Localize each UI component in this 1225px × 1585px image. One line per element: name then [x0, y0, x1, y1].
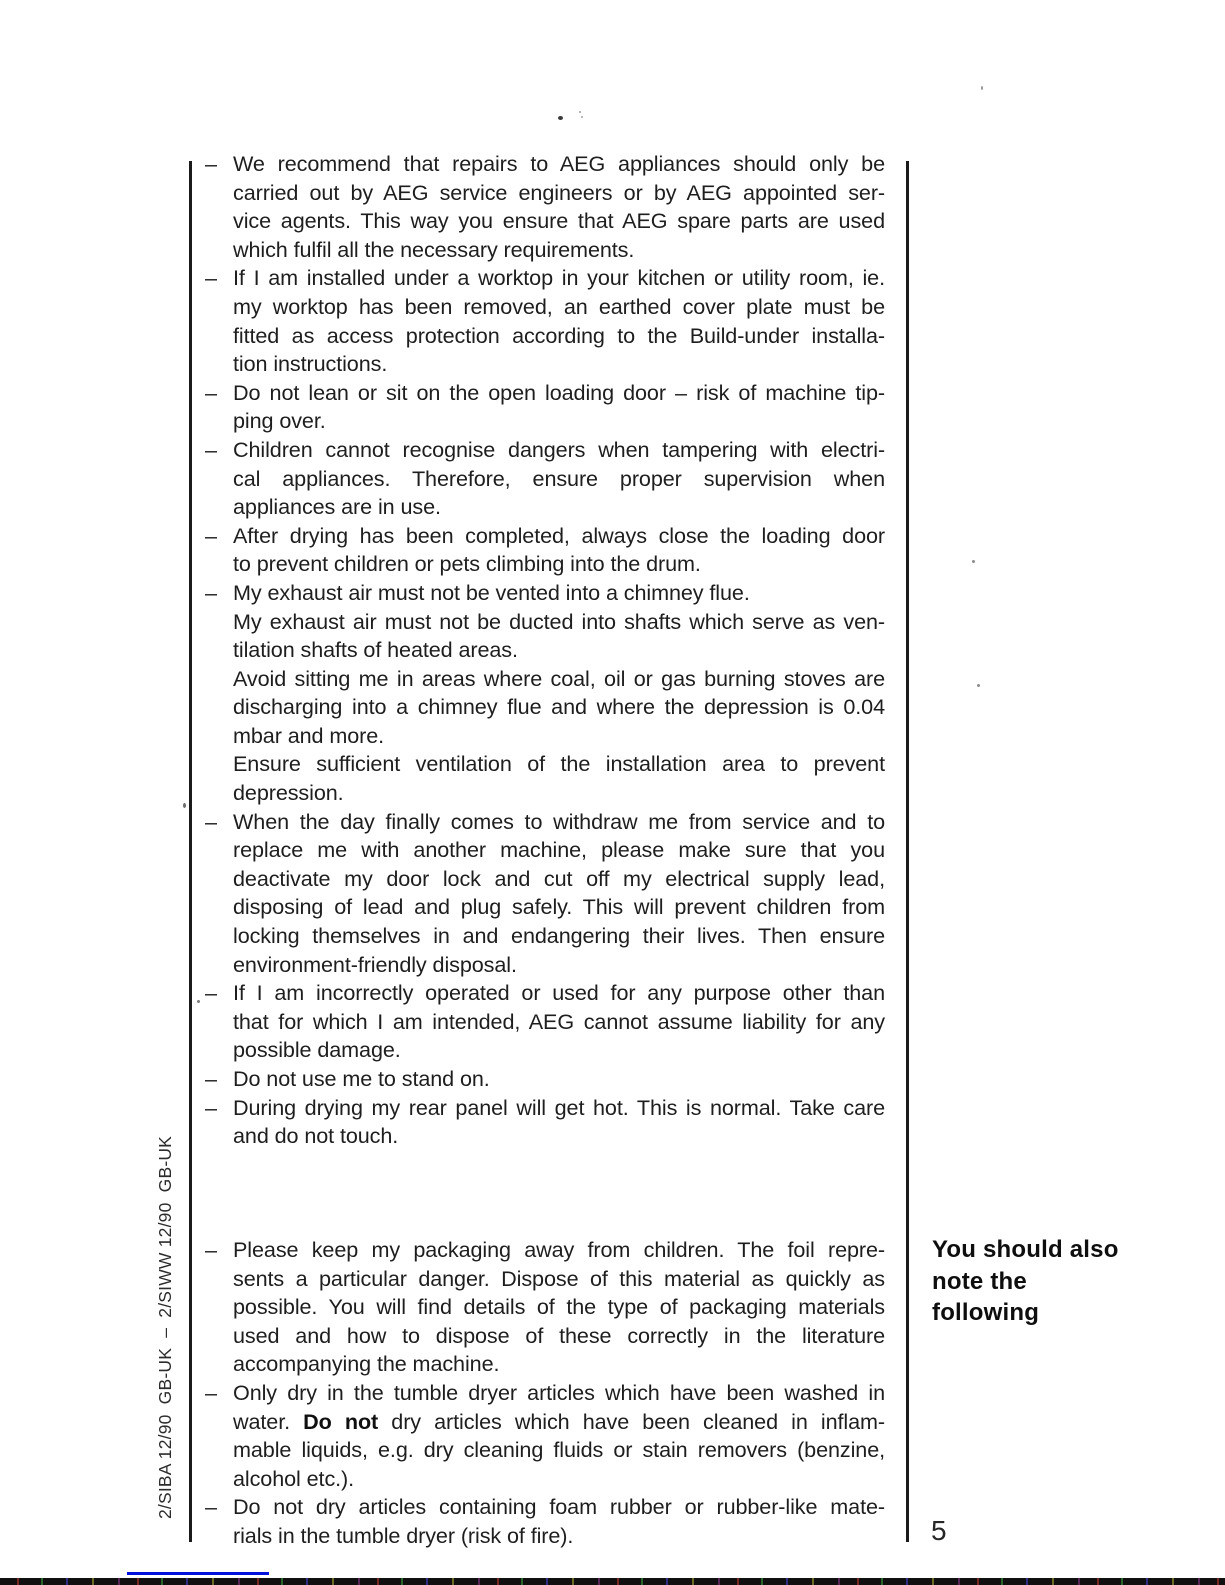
text-line: If I am installed under a worktop in your kitchen or utility room, ie.: [233, 265, 885, 291]
text-line: Do not lean or sit on the open loading door – risk of machine tip-: [233, 379, 885, 405]
text-line: possible. You will find details of the type of packaging materials: [233, 1294, 885, 1320]
bullet-marker: –: [205, 1237, 217, 1262]
list-item: [205, 579, 885, 808]
text-line: water. Do not dry articles which have been cleaned in inflam-: [233, 1408, 885, 1434]
scan-speck: [183, 803, 186, 808]
text-line: Do not dry articles containing foam rubber or rubber-like mate-: [233, 1494, 885, 1520]
left-column-rule: [189, 161, 192, 1542]
text-line: My exhaust air must not be vented into a chimney flue.: [233, 579, 750, 605]
scan-speck: [197, 1000, 200, 1003]
text-line: mbar and more.: [233, 722, 385, 748]
bullet-marker: –: [205, 1494, 217, 1520]
text-line: environment-friendly disposal.: [233, 951, 517, 977]
bullet-marker: –: [205, 522, 217, 548]
bullet-marker: –: [205, 579, 217, 605]
page-number: 5: [931, 1515, 947, 1546]
scan-speck: [581, 116, 583, 118]
text-line: cal appliances. Therefore, ensure proper supervision when: [233, 465, 885, 491]
text-line: My exhaust air must not be ducted into shafts which serve as ven-: [233, 608, 885, 634]
margin-heading-line: You should also: [932, 1236, 1119, 1263]
list-item-text: [233, 150, 885, 264]
list-item-text: [233, 436, 885, 522]
scan-speck: [977, 684, 980, 687]
margin-heading: [932, 1234, 1162, 1329]
text-line: which fulfil all the necessary requirements.: [233, 236, 635, 262]
list-item: [205, 1065, 885, 1094]
list-item-text: [233, 522, 885, 579]
text-line: fitted as access protection according to the Build-under installa-: [233, 322, 885, 348]
text-line: to prevent children or pets climbing into the drum.: [233, 551, 701, 577]
text-line: Children cannot recognise dangers when tampering with electri-: [233, 436, 885, 462]
list-item-text: [233, 579, 885, 808]
scan-edge-band: [0, 1578, 1225, 1585]
list-item-text: [233, 1379, 885, 1493]
list-item-text: [233, 979, 885, 1065]
list-item-text: [233, 1236, 885, 1379]
list-item-text: [233, 1094, 885, 1151]
text-line: When the day finally comes to withdraw me from service and to: [233, 808, 885, 834]
text-line: disposing of lead and plug safely. This will prevent children from: [233, 894, 885, 920]
list-item: [205, 979, 885, 1065]
text-line: Do not use me to stand on.: [233, 1066, 490, 1091]
text-line: During drying my rear panel will get hot. This is normal. Take care: [233, 1094, 885, 1120]
list-item: [205, 150, 885, 264]
text-line: vice agents. This way you ensure that AEG spare parts are used: [233, 208, 885, 234]
also-note-section: [205, 1236, 885, 1551]
list-item: [205, 522, 885, 579]
bullet-marker: –: [205, 1379, 217, 1405]
text-line: deactivate my door lock and cut off my electrical supply lead,: [233, 865, 885, 891]
list-item: [205, 808, 885, 980]
text-line: replace me with another machine, please make sure that you: [233, 837, 885, 863]
text-line: tion instructions.: [233, 351, 388, 377]
text-line: After drying has been completed, always close the loading door: [233, 522, 885, 548]
text-line: locking themselves in and endangering their lives. Then ensure: [233, 923, 885, 949]
list-item: [205, 379, 885, 436]
text-line: accompanying the machine.: [233, 1351, 500, 1377]
text-line: Only dry in the tumble dryer articles which have been washed in: [233, 1379, 885, 1405]
right-column-rule: [906, 161, 909, 1542]
text-line: Avoid sitting me in areas where coal, oil or gas burning stoves are: [233, 665, 885, 691]
margin-heading-line: following: [932, 1299, 1040, 1326]
bullet-marker: –: [205, 151, 217, 176]
text-line: We recommend that repairs to AEG appliances should only be: [233, 151, 885, 176]
list-item: [205, 1094, 885, 1151]
bullet-marker: –: [205, 1066, 217, 1091]
list-item-text: [233, 1493, 885, 1550]
print-code-label: 2/SIBA 12/90 GB-UK – 2/SIWW 12/90 GB-UK: [155, 1135, 175, 1519]
text-line: rials in the tumble dryer (risk of fire).: [233, 1522, 574, 1548]
bullet-marker: –: [205, 1094, 217, 1120]
footer-blue-line: [127, 1572, 269, 1575]
bullet-marker: –: [205, 379, 217, 405]
text-line: carried out by AEG service engineers or by AEG appointed ser-: [233, 179, 885, 205]
bullet-marker: –: [205, 265, 217, 291]
list-item-text: [233, 808, 885, 980]
text-line: Ensure sufficient ventilation of the installation area to prevent: [233, 751, 885, 777]
scan-speck: [558, 116, 563, 120]
text-line: alcohol etc.).: [233, 1465, 355, 1491]
text-line: used and how to dispose of these correctly in the literature: [233, 1322, 885, 1348]
text-line: tilation shafts of heated areas.: [233, 637, 518, 663]
bullet-marker: –: [205, 436, 217, 462]
bullet-marker: –: [205, 980, 217, 1006]
scan-speck: [579, 111, 581, 113]
list-item: [205, 1379, 885, 1493]
list-item: [205, 1236, 885, 1379]
list-item-text: [233, 1065, 885, 1094]
text-line: possible damage.: [233, 1037, 401, 1063]
list-item: [205, 436, 885, 522]
text-line: ping over.: [233, 408, 326, 434]
list-item-text: [233, 264, 885, 378]
bullet-marker: –: [205, 808, 217, 834]
scan-speck: [972, 560, 975, 563]
text-line: If I am incorrectly operated or used for any purpose other than: [233, 980, 885, 1006]
scan-speck: [981, 86, 983, 90]
text-line: sents a particular danger. Dispose of this material as quickly as: [233, 1265, 885, 1291]
text-line: my worktop has been removed, an earthed cover plate must be: [233, 293, 885, 319]
list-item: [205, 1493, 885, 1550]
list-item-text: [233, 379, 885, 436]
text-line: appliances are in use.: [233, 494, 441, 520]
list-item: [205, 264, 885, 378]
margin-heading-line: note the: [932, 1267, 1027, 1295]
text-line: depression.: [233, 780, 344, 806]
text-line: and do not touch.: [233, 1123, 399, 1149]
text-line: mable liquids, e.g. dry cleaning fluids or stain removers (benzine,: [233, 1437, 885, 1463]
text-line: Please keep my packaging away from children. The foil repre-: [233, 1237, 885, 1262]
safety-notes-section: [205, 150, 885, 1151]
text-line: discharging into a chimney flue and where the depression is 0.04: [233, 694, 885, 720]
text-line: that for which I am intended, AEG cannot assume liability for any: [233, 1008, 885, 1034]
